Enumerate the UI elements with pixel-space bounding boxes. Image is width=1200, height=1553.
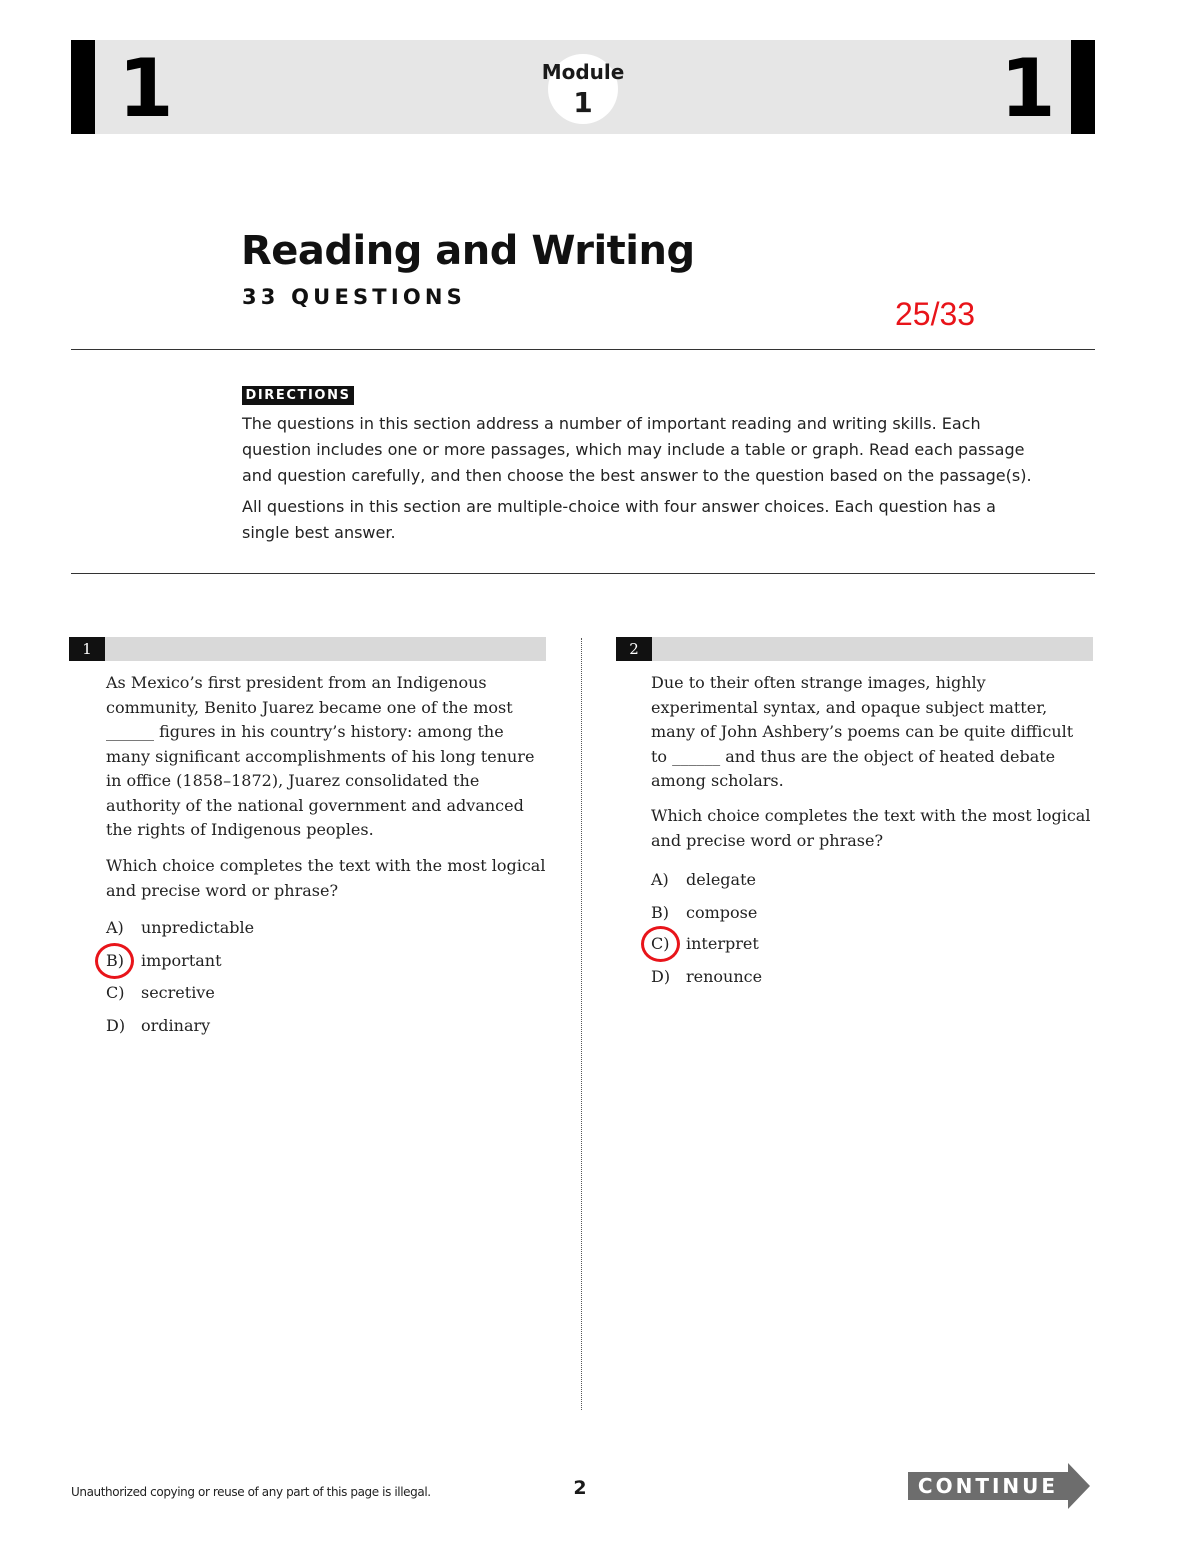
- choice-letter: B): [651, 903, 669, 922]
- section-title: Reading and Writing: [241, 228, 695, 274]
- question-1-answer-mark: [95, 943, 134, 979]
- question-1-band: [69, 637, 546, 661]
- question-2-prompt: Which choice completes the text with the most logical and precise word or phrase?: [651, 806, 1091, 850]
- question-2-choice-c[interactable]: [651, 932, 1051, 956]
- section-number-right: 1: [1000, 42, 1056, 135]
- section-number-left: 1: [118, 42, 174, 135]
- directions-badge: DIRECTIONS: [242, 386, 354, 405]
- question-2-band: [616, 637, 1093, 661]
- score-annotation: 25/33: [895, 296, 976, 332]
- question-1-choice-b[interactable]: [106, 949, 506, 973]
- divider-bottom: [71, 573, 1095, 574]
- question-2-number: 2: [616, 637, 652, 661]
- header-left-bar: [71, 40, 95, 134]
- footer-legal-notice: Unauthorized copying or reuse of any part of this page is illegal.: [71, 1485, 431, 1499]
- continue-label[interactable]: CONTINUE: [917, 1474, 1059, 1498]
- choice-letter: D): [651, 967, 671, 986]
- choice-text: important: [141, 951, 222, 970]
- choice-text: secretive: [141, 983, 215, 1002]
- divider-top: [71, 349, 1095, 350]
- question-2-passage: Due to their often strange images, highly experimental syntax, and opaque subject matter, many of John Ashbery’s poems can be quite difficult to ______ and thus are the object of heated debate among scholars.: [651, 673, 1074, 790]
- choice-text: renounce: [686, 967, 763, 986]
- choice-letter: D): [106, 1016, 126, 1035]
- question-2-choice-b[interactable]: [651, 901, 1051, 925]
- module-number: 1: [573, 86, 593, 119]
- question-1-choice-a[interactable]: [106, 916, 506, 940]
- question-1-passage: As Mexico’s first president from an Indigenous community, Benito Juarez became one of the most ______ figures in his country’s history: among the many significant accomplishments of his long tenure in office (1858–1872), Juarez consolidated the authority of the national government and advanced the rights of Indigenous peoples.: [106, 673, 535, 839]
- directions-paragraph-2: All questions in this section are multiple-choice with four answer choices. Each question has a single best answer.: [242, 497, 996, 542]
- choice-letter: A): [106, 918, 124, 937]
- question-1-choice-d[interactable]: [106, 1014, 506, 1038]
- choice-text: interpret: [686, 934, 759, 953]
- choice-text: ordinary: [141, 1016, 211, 1035]
- question-1-prompt: Which choice completes the text with the most logical and precise word or phrase?: [106, 856, 546, 900]
- module-label: Module: [541, 60, 625, 84]
- choice-text: delegate: [686, 870, 756, 889]
- choice-letter: A): [651, 870, 669, 889]
- choice-text: compose: [686, 903, 758, 922]
- choice-letter: C): [106, 983, 125, 1002]
- page-number: 2: [573, 1477, 587, 1499]
- question-count: 33 QUESTIONS: [242, 285, 466, 309]
- question-2-choice-d[interactable]: [651, 965, 1051, 989]
- question-1-number: 1: [69, 637, 105, 661]
- question-1-choice-c[interactable]: [106, 981, 506, 1005]
- choice-letter: B): [106, 951, 124, 970]
- question-2-choice-a[interactable]: [651, 868, 1051, 892]
- header-right-bar: [1071, 40, 1095, 134]
- directions-paragraph-1: The questions in this section address a number of important reading and writing skills. Each question includes one or more passages, which may include a table or graph. Read each passage and question carefully, and then choose the best answer to the question based on the passage(s).: [242, 414, 1032, 485]
- choice-letter: C): [651, 934, 670, 953]
- column-divider: [581, 638, 582, 1410]
- choice-text: unpredictable: [141, 918, 255, 937]
- question-2-answer-mark: [641, 926, 680, 962]
